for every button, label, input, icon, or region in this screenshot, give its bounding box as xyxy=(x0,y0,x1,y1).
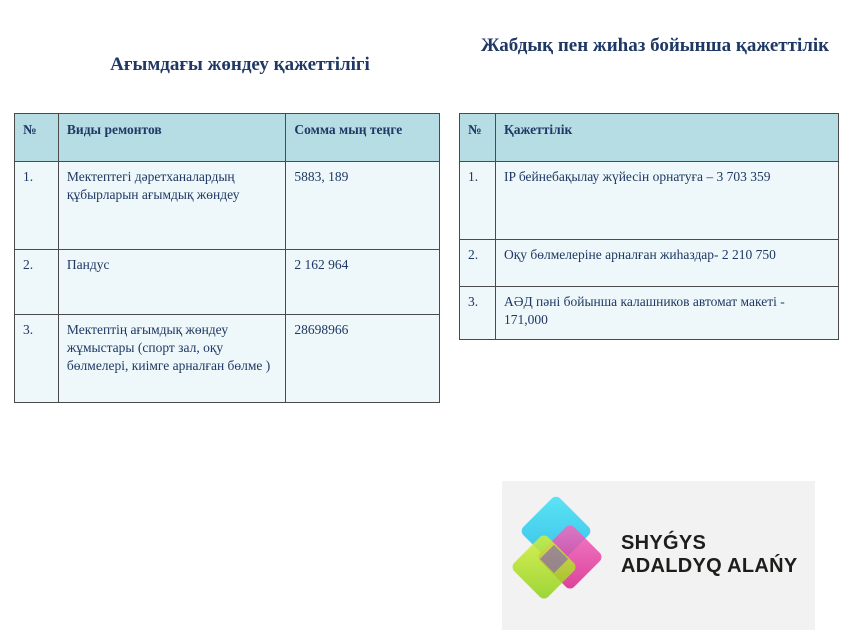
table-row xyxy=(15,162,440,250)
column-header-need: Қажеттілік xyxy=(495,114,838,162)
repair-type: Мектептегі дәретханалардың құбырларын ағымдық жөндеу xyxy=(58,162,285,250)
column-header-repair-type: Виды ремонтов xyxy=(58,114,285,162)
row-number: 1. xyxy=(15,162,59,250)
repair-type: Пандус xyxy=(58,250,285,315)
table-row xyxy=(460,287,839,340)
row-number: 3. xyxy=(460,287,496,340)
logo-mark-icon xyxy=(510,495,614,607)
table-header-row xyxy=(15,114,440,162)
equipment-needs-table xyxy=(459,113,839,340)
column-header-number: № xyxy=(460,114,496,162)
row-number: 2. xyxy=(460,240,496,287)
row-number: 3. xyxy=(15,315,59,403)
logo-wordmark xyxy=(621,532,798,578)
row-number: 1. xyxy=(460,162,496,240)
table-row xyxy=(460,162,839,240)
left-section-title: Ағымдағы жөндеу қажеттілігі xyxy=(110,54,370,75)
repair-amount: 2 162 964 xyxy=(286,250,440,315)
table-row xyxy=(15,315,440,403)
organization-logo xyxy=(502,481,815,630)
table-row xyxy=(15,250,440,315)
repair-needs-table xyxy=(14,113,440,403)
need-item: IP бейнебақылау жүйесін орнатуға – 3 703 359 xyxy=(495,162,838,240)
row-number: 2. xyxy=(15,250,59,315)
table-header-row xyxy=(460,114,839,162)
repair-type: Мектептің ағымдық жөндеу жұмыстары (спорт зал, оқу бөлмелері, киімге арналған бөлме ) xyxy=(58,315,285,403)
table-row xyxy=(460,240,839,287)
logo-line-2: ADALDYQ ALAŃY xyxy=(621,555,798,577)
need-item: АӘД пәні бойынша калашников автомат макеті - 171,000 xyxy=(495,287,838,340)
logo-line-1: SHYǴYS xyxy=(621,532,707,554)
column-header-number: № xyxy=(15,114,59,162)
repair-amount: 28698966 xyxy=(286,315,440,403)
column-header-amount: Сомма мың теңге xyxy=(286,114,440,162)
need-item: Оқу бөлмелеріне арналған жиһаздар- 2 210 750 xyxy=(495,240,838,287)
right-section-title: Жабдық пен жиһаз бойынша қажеттілік xyxy=(480,35,830,56)
repair-amount: 5883, 189 xyxy=(286,162,440,250)
